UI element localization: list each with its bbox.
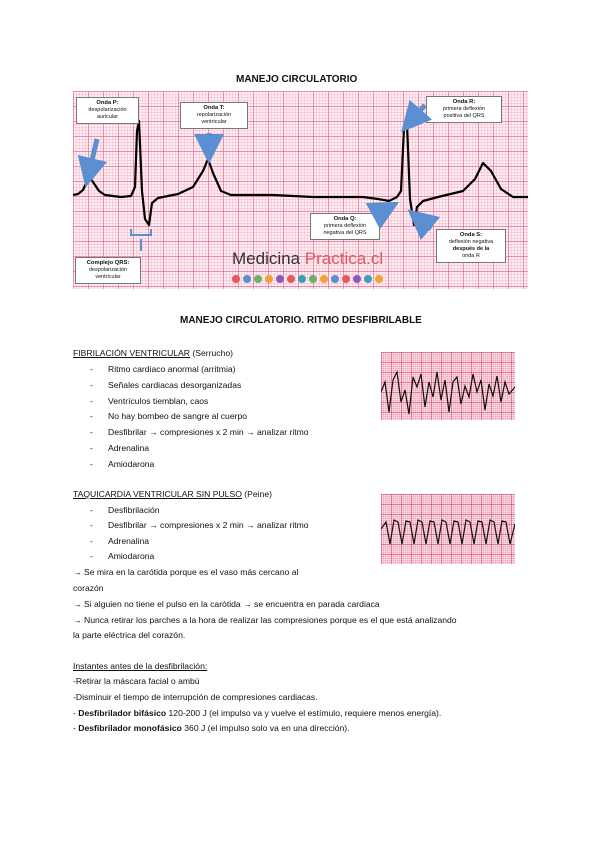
label-onda-q: Onda Q: primera deflexión negativa del QRS [310, 213, 380, 240]
note-carotida: → Se mira en la carótida porque es el vaso más cercano al [73, 567, 299, 577]
logo-dot-icon [331, 275, 339, 283]
list-item: Ritmo cardiaco anormal (arritmia) [108, 364, 236, 374]
list-item: Amiodarona [108, 459, 155, 469]
tv-heading: TAQUICARDIA VENTRICULAR SIN PULSO (Peine) [73, 489, 272, 499]
logo-dot-icon [320, 275, 328, 283]
logo-icons [232, 275, 383, 283]
list-item: Adrenalina [108, 536, 150, 546]
tv-trace [381, 494, 515, 564]
list-item: Amiodarona [108, 551, 155, 561]
logo-dot-icon [287, 275, 295, 283]
list-item: Desfibrilación [108, 505, 160, 515]
logo-dot-icon [276, 275, 284, 283]
note-parches-cont: la parte eléctrica del corazón. [73, 630, 186, 640]
medicina-practica-logo: Medicina Practica.cl [232, 249, 384, 268]
note-parada: → Si alguien no tiene el pulso en la carótida → se encuentra en parada cardiaca [73, 599, 380, 609]
arrow-s-icon [419, 219, 431, 229]
label-onda-p: Onda P: despolarización auricular [76, 97, 139, 124]
fv-trace [381, 352, 515, 420]
instantes-bifasico: - Desfibrilador bifásico 120-200 J (el impulso va y vuelve el estímulo, requiere menos energía). [73, 708, 442, 718]
list-item: No hay bombeo de sangre al cuerpo [108, 411, 248, 421]
qrs-bracket-icon [131, 229, 151, 235]
note-carotida-cont: corazón [73, 583, 104, 593]
fv-heading: FIBRILACIÓN VENTRICULAR (Serrucho) [73, 348, 233, 358]
logo-dot-icon [364, 275, 372, 283]
section-title: MANEJO CIRCULATORIO. RITMO DESFIBRILABLE [180, 315, 422, 326]
logo-dot-icon [375, 275, 383, 283]
fv-ecg-strip [381, 352, 515, 420]
page-title: MANEJO CIRCULATORIO [236, 74, 358, 85]
instantes-heading: Instantes antes de la desfibrilación: [73, 661, 208, 671]
instantes-monofasico: - Desfibrilador monofásico 360 J (el impulso solo va en una dirección). [73, 723, 350, 733]
list-item: Adrenalina [108, 443, 150, 453]
tv-ecg-strip [381, 494, 515, 564]
arrow-r-icon [411, 105, 425, 121]
label-onda-s: Onda S: deflexión negativa después de la onda R [436, 229, 506, 263]
label-onda-t: Onda T: repolarización ventricular [180, 102, 248, 129]
list-item: Desfibrilar → compresiones x 2 min → analizar ritmo [108, 520, 309, 530]
list-item: Desfibrilar → compresiones x 2 min → analizar ritmo [108, 427, 309, 437]
logo-dot-icon [298, 275, 306, 283]
note-parches: → Nunca retirar los parches a la hora de realizar las compresiones porque es el que está analizando [73, 615, 457, 625]
logo-dot-icon [342, 275, 350, 283]
logo-dot-icon [243, 275, 251, 283]
list-item: Señales cardiacas desorganizadas [108, 380, 242, 390]
logo-dot-icon [232, 275, 240, 283]
list-item: Ventrículos tiemblan, caos [108, 396, 209, 406]
logo-dot-icon [309, 275, 317, 283]
logo-dot-icon [353, 275, 361, 283]
label-complejo-qrs: Complejo QRS: despolarización ventricular [75, 257, 141, 284]
arrow-q-icon [375, 209, 386, 215]
logo-dot-icon [265, 275, 273, 283]
label-onda-r: Onda R: primera deflexión positiva del QRS [426, 96, 502, 123]
instantes-line: -Retirar la máscara facial o ambú [73, 676, 200, 686]
arrow-p-icon [89, 139, 97, 173]
instantes-line: -Disminuir el tiempo de interrupción de compresiones cardiacas. [73, 692, 318, 702]
logo-dot-icon [254, 275, 262, 283]
